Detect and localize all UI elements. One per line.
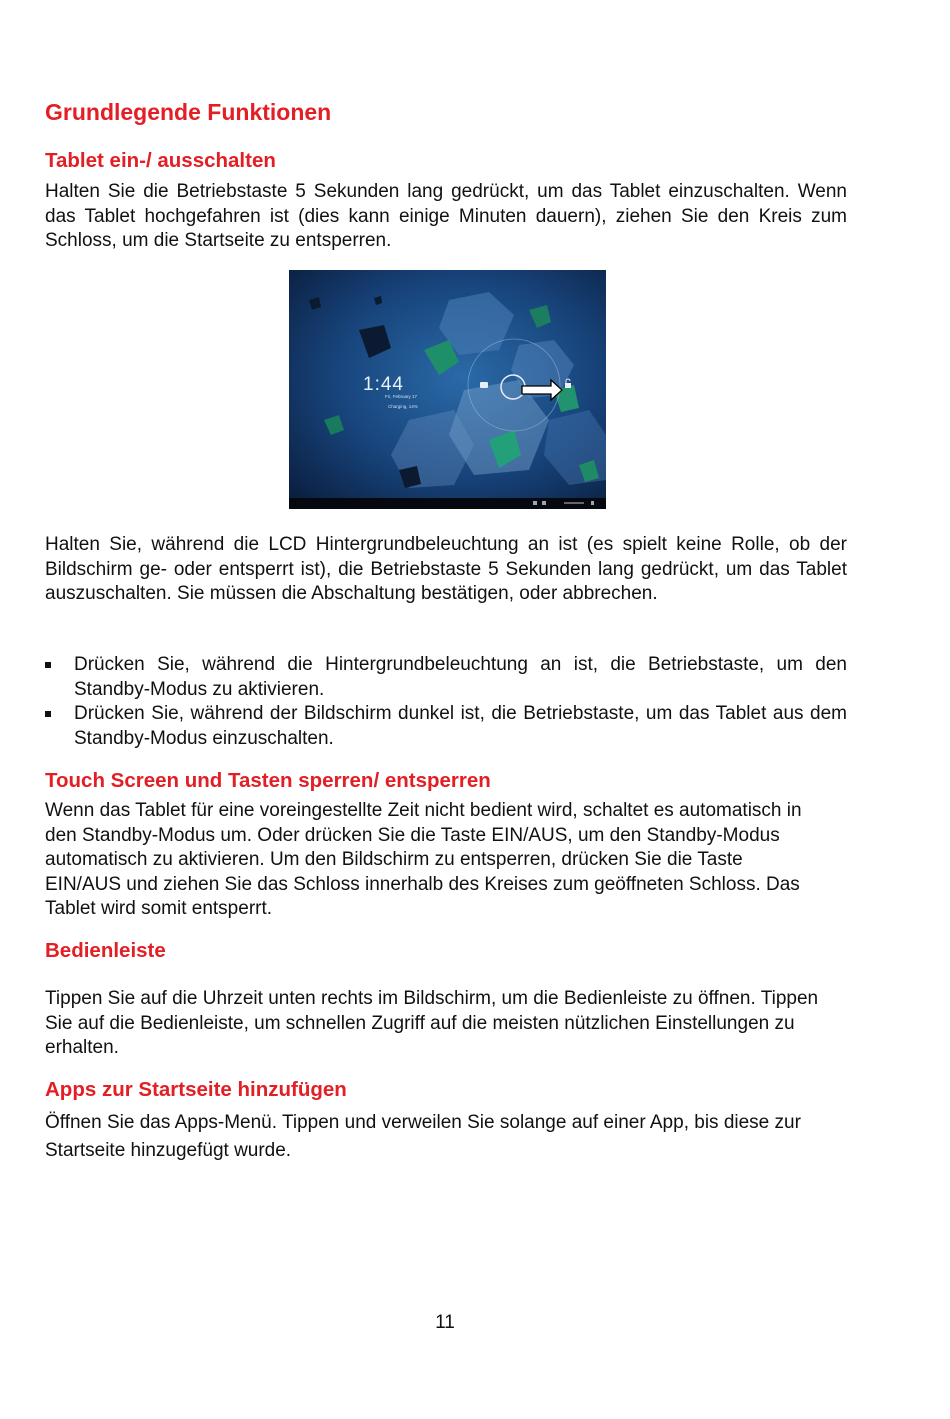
power-heading: Tablet ein-/ ausschalten — [45, 149, 276, 172]
lockscreen-wallpaper — [289, 270, 606, 509]
bar-paragraph: Tippen Sie auf die Uhrzeit unten rechts im Bildschirm, um die Bedienleiste zu öffnen. Tippen Sie auf die Bedienleiste, um schnellen Zugriff auf die meisten nützlichen Einstellungen zu erhalten. — [45, 988, 819, 1059]
list-item: Drücken Sie, während der Bildschirm dunkel ist, die Betriebstaste, um das Tablet aus dem Standby-Modus einzuschalten. — [45, 702, 847, 751]
lockscreen-date: Fri, February 17 — [385, 394, 418, 399]
lockscreen-charging: Charging, 14% — [388, 404, 418, 409]
page-number: 11 — [435, 1312, 455, 1333]
apps-paragraph: Öffnen Sie das Apps-Menü. Tippen und verweilen Sie solange auf einer App, bis diese zur Startseite hinzugefügt wurde. — [45, 1112, 801, 1161]
apps-heading: Apps zur Startseite hinzufügen — [45, 1078, 347, 1101]
power-paragraph-on: Halten Sie die Betriebstaste 5 Sekunden lang gedrückt, um das Tablet einzuschalten. Wenn das Tablet hochgefahren ist (dies kann einige Minuten dauern), ziehen Sie den Kreis zum Schloss, um die Startseite zu entsperren. — [45, 181, 847, 252]
bar-heading: Bedienleiste — [45, 939, 166, 962]
lockscreen-time: 1:44 — [363, 374, 404, 395]
main-heading: Grundlegende Funktionen — [45, 99, 332, 125]
lock-paragraph: Wenn das Tablet für eine voreingestellte Zeit nicht bedient wird, schaltet es automatisch in den Standby-Modus um. Oder drücken Sie die Taste EIN/AUS, um den Standby-Modus automatisch zu aktivieren. Um den Bildschirm zu entsperren, drücken Sie die Taste EIN/AUS und ziehen Sie das Schloss innerhalb des Kreises zum geöffneten Schloss. Das Tablet wird somit entsperrt. — [45, 800, 802, 920]
lockscreen-screenshot — [289, 270, 606, 509]
lock-heading: Touch Screen und Tasten sperren/ entsperren — [45, 769, 491, 792]
power-paragraph-off: Halten Sie, während die LCD Hintergrundbeleuchtung an ist (es spielt keine Rolle, ob der Bildschirm ge- oder entsperrt ist), die Betriebstaste 5 Sekunden lang gedrückt, um das Tablet auszuschalten. Sie müssen die Abschaltung bestätigen, oder abbrechen. — [45, 534, 847, 605]
list-item: Drücken Sie, während die Hintergrundbeleuchtung an ist, die Betriebstaste, um den Standby-Modus zu aktivieren. — [45, 653, 847, 702]
bullet-icon — [45, 711, 51, 717]
standby-bullet-list — [45, 653, 847, 751]
bullet-icon — [45, 662, 51, 668]
